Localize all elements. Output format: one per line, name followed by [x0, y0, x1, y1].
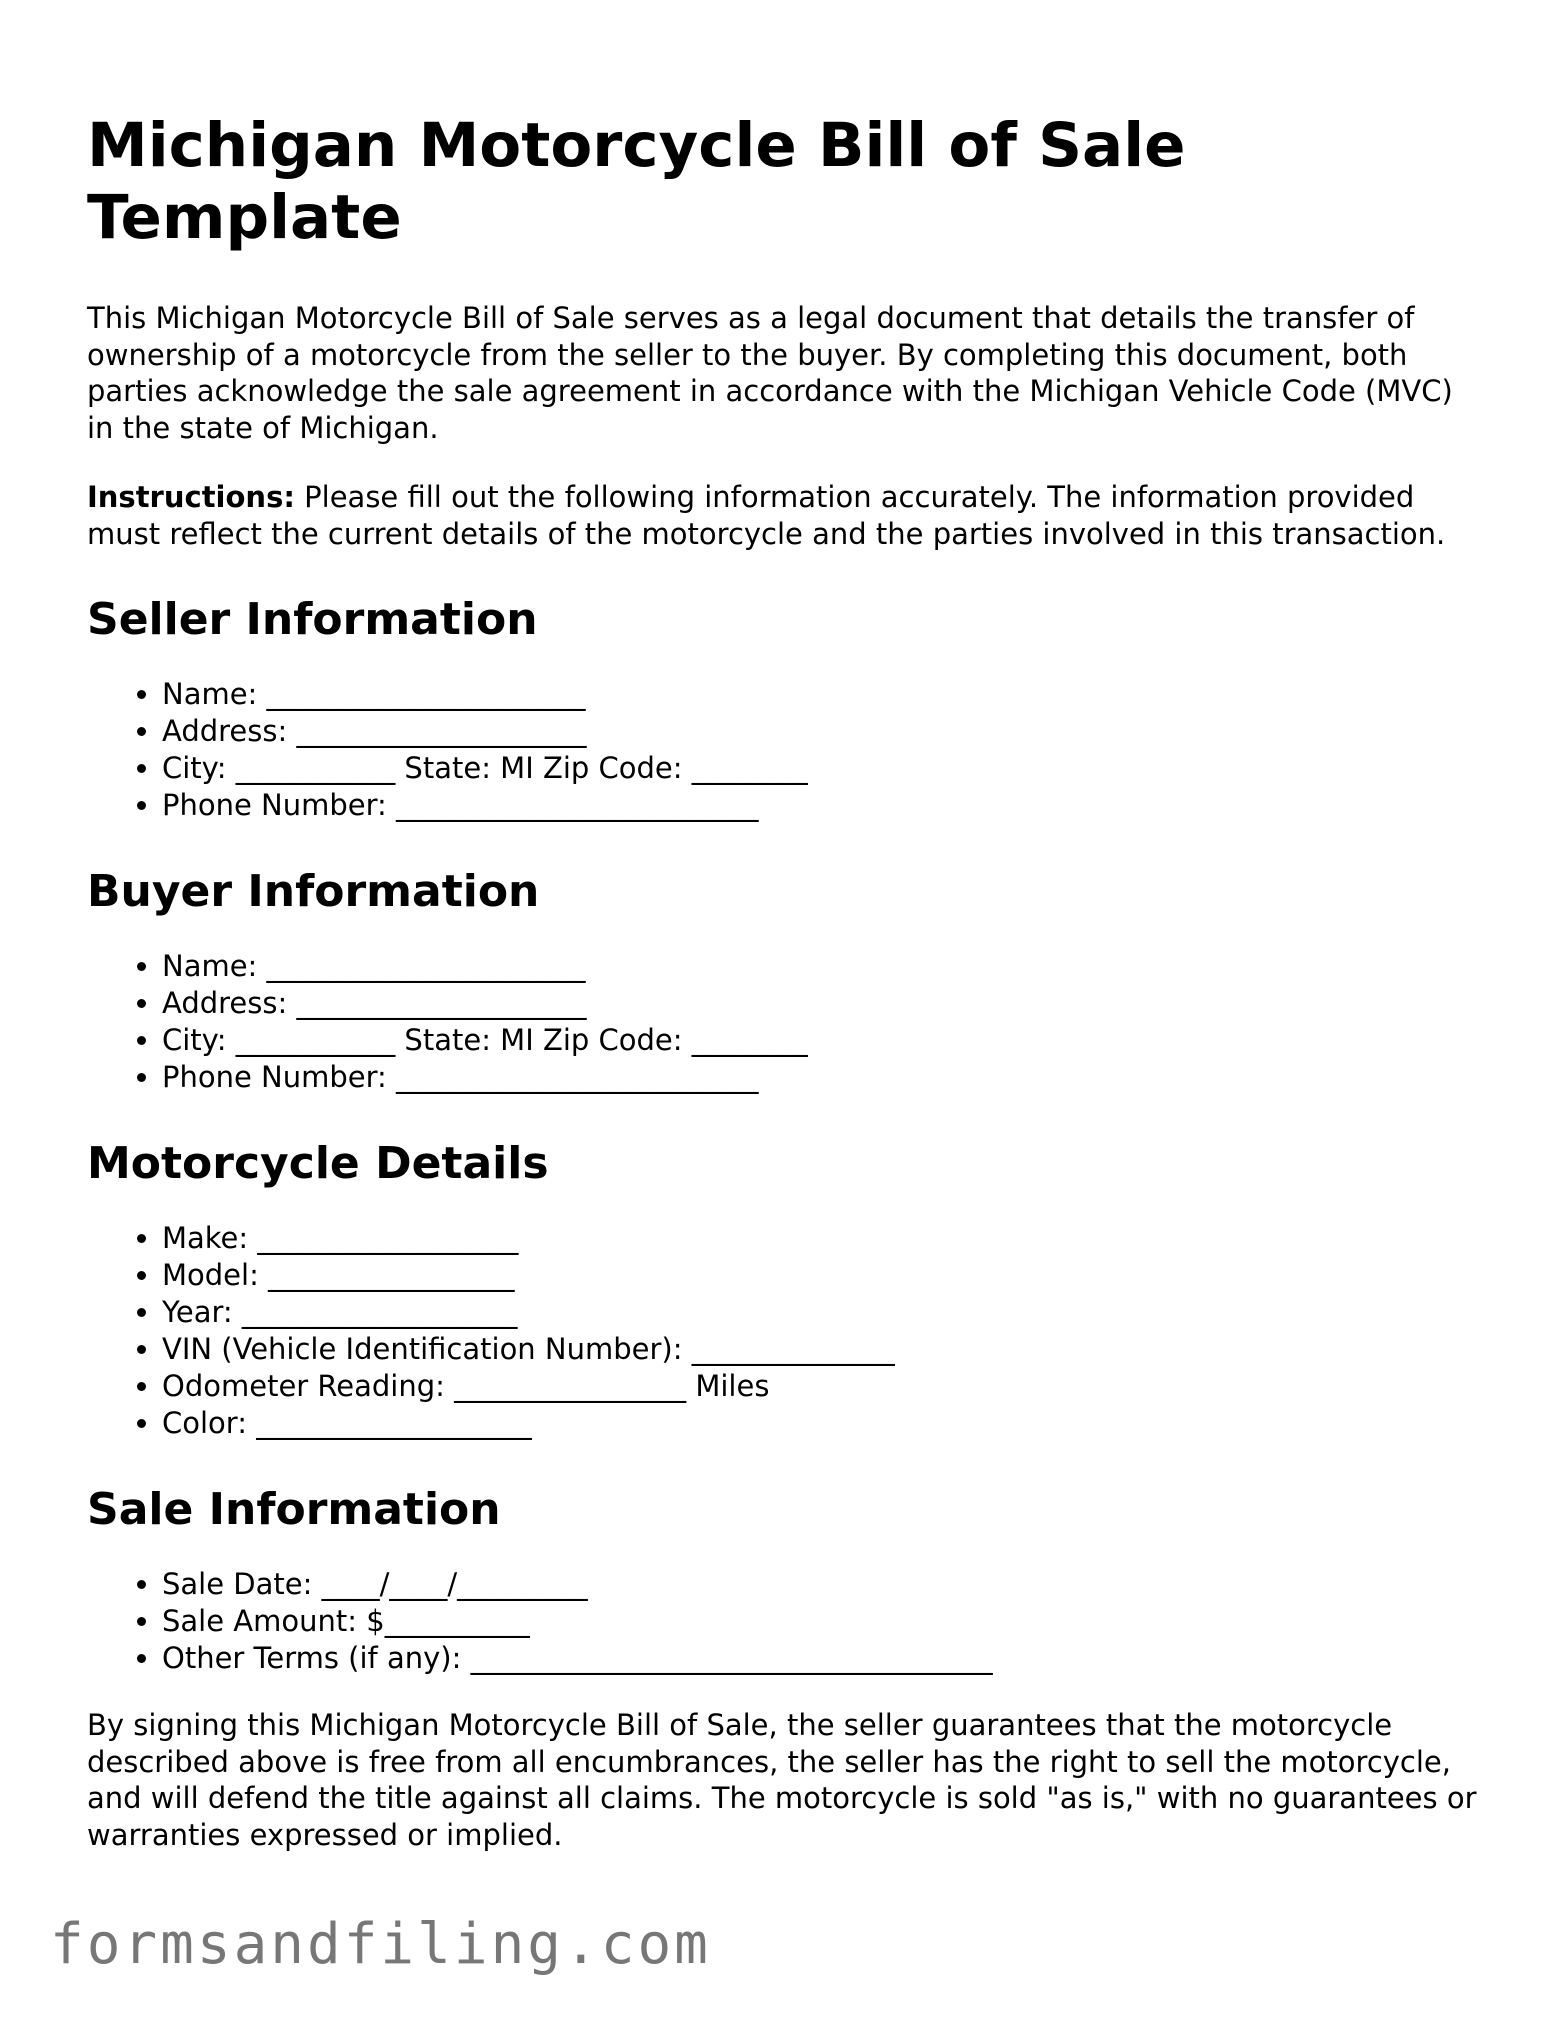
buyer-name-field: • Name: ______________________	[162, 948, 1487, 985]
intro-paragraph: This Michigan Motorcycle Bill of Sale serves as a legal document that details the transfer of ownership of a motorcycle from the seller to the buyer. By completing this document, both parties acknowledge the sale agreement in accordance with the Michigan Vehicle Code (MVC) in the state of Michigan.	[87, 301, 1453, 445]
motorcycle-heading: Motorcycle Details	[87, 1138, 549, 1189]
seller-phone-field: • Phone Number: _________________________	[162, 787, 1487, 824]
sale-date-field: • Sale Date: ____/____/_________	[162, 1566, 1487, 1603]
buyer-phone-field: • Phone Number: _________________________	[162, 1059, 1487, 1096]
buyer-heading: Buyer Information	[87, 866, 540, 917]
buyer-address-field: • Address: ____________________	[162, 985, 1487, 1022]
sale-heading: Sale Information	[87, 1484, 501, 1535]
seller-name-field: • Name: ______________________	[162, 676, 1487, 713]
sale-amount-field: • Sale Amount: $__________	[162, 1603, 1487, 1640]
motorcycle-year-field: • Year: ___________________	[162, 1294, 1487, 1331]
seller-address-field: • Address: ____________________	[162, 713, 1487, 750]
sale-other-terms-field: • Other Terms (if any): ____________________________________	[162, 1640, 1487, 1677]
seller-city-state-zip-field: • City: ___________ State: MI Zip Code: ________	[162, 750, 1487, 787]
buyer-city-state-zip-field: • City: ___________ State: MI Zip Code: ________	[162, 1022, 1487, 1059]
motorcycle-list	[87, 1220, 1487, 1442]
document	[87, 110, 1487, 1883]
buyer-list	[87, 948, 1487, 1096]
page-title: Michigan Motorcycle Bill of Sale Template	[87, 110, 1186, 253]
motorcycle-model-field: • Model: _________________	[162, 1257, 1487, 1294]
seller-heading: Seller Information	[87, 594, 538, 645]
instructions-paragraph	[87, 479, 1487, 552]
motorcycle-make-field: • Make: __________________	[162, 1220, 1487, 1257]
instructions-label: Instructions:	[87, 480, 295, 514]
seller-list	[87, 676, 1487, 824]
closing-paragraph: By signing this Michigan Motorcycle Bill of Sale, the seller guarantees that the motorcycle described above is free from all encumbrances, the seller has the right to sell the motorcycle, and will defend the title against all claims. The motorcycle is sold "as is," with no guarantees or warranties expressed or implied.	[87, 1708, 1477, 1852]
motorcycle-color-field: • Color: ___________________	[162, 1405, 1487, 1442]
watermark: formsandfiling.com	[50, 1912, 711, 1977]
motorcycle-odometer-field: • Odometer Reading: ________________ Miles	[162, 1368, 1487, 1405]
sale-list	[87, 1566, 1487, 1677]
motorcycle-vin-field: • VIN (Vehicle Identification Number): ______________	[162, 1331, 1487, 1368]
instructions-text: Please fill out the following information accurately. The information provided must reflect the current details of the motorcycle and the parties involved in this transaction.	[87, 480, 1446, 551]
